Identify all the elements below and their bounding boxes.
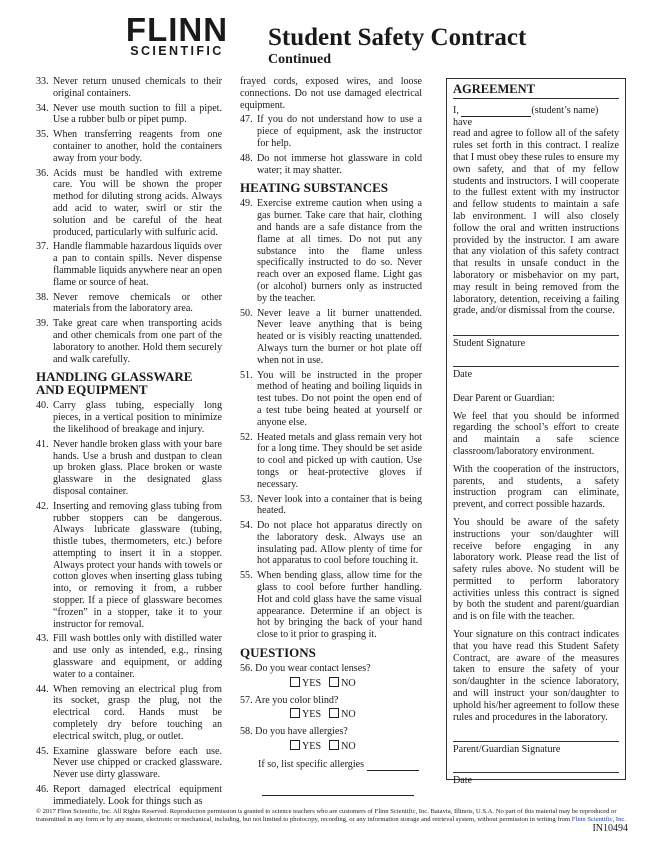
section-heading-glassware: HANDLING GLASSWARE AND EQUIPMENT [36,369,193,398]
date-label-1: Date [453,368,473,380]
allergies-input-line-2[interactable] [262,795,414,796]
parent-paragraph-3: You should be aware of the safety instructions your son/daughter will receive before engaging in any laboratory work. Please read the list of safety rules above. No student will be permitted to perform laboratory activities unless this contract is signed by both the student and parent/guardian and is on file with the teacher. [453,516,619,623]
question-text: Are you color blind? [254,694,339,706]
rule-number: 47. [240,114,253,126]
rule-item [240,494,422,518]
allergies-label: If so, list specific allergies [258,758,365,770]
answer-options [240,740,422,753]
rule-text: Never return unused chemicals to their original containers. [53,76,222,99]
yes-option[interactable] [290,741,321,752]
date-label-2: Date [453,775,473,787]
rule-number: 38. [36,291,49,303]
rule-text: Examine glassware before each use. Never use chipped or cracked glassware. Never use dirty glassware. [53,745,222,781]
parent-paragraph-2: With the cooperation of the instructors, parents, and students, a safety instruction program can eliminate, prevent, and correct possible hazards. [453,463,619,511]
rule-number: 40. [36,400,49,412]
rule-item [36,129,222,164]
rule-item [240,370,422,429]
copyright-text: © 2017 Flinn Scientific, Inc. All Rights Reserved. Reproduction permission is granted to science teachers who are customers of Flinn Scientific, Inc. Batavia, Illinois, U.S.A. No part of this material may be reproduced or transmitted in any form or by any means, electronic or mechanical, including, but not limited to photocopy, recording, or any information storage and retrieval system, without permission in writing from [36,808,617,823]
agreement-body: read and agree to follow all of the safety rules set forth in this contract. I realize that I must obey these rules to ensure my own safety, and that of my fellow students and instructors. I will cooperate to the fullest extent with my instructor and fellow students to maintain a safe lab environment. I will also closely follow the oral and written instructions provided by the instructor. I am aware that any violation of this safety contract that results in unsafe conduct in the laboratory or misbehavior on my part, may result in being removed from the laboratory, detention, receiving a failing grade, and/or dismissal from the course. [453,128,619,317]
no-checkbox[interactable] [329,677,339,687]
rule-46-continuation: frayed cords, exposed wires, and loose connections. Do not use damaged electrical equipment. [240,76,422,111]
middle-column [240,76,422,796]
rule-text: You will be instructed in the proper method of heating and boiling liquids in test tubes. Do not point the open end of a test tube being heated at yourself or anyone else. [257,369,422,428]
flinn-logo [112,11,242,58]
rule-number: 55. [240,570,253,582]
left-column [36,76,222,811]
rule-text: If you do not understand how to use a piece of equipment, ask the instructor for help. [257,114,422,149]
rule-item [240,114,422,149]
no-option[interactable] [329,741,356,752]
question-number: 56. [240,663,253,675]
rule-number: 52. [240,431,253,443]
question [240,695,422,707]
rule-number: 42. [36,500,49,512]
rule-item [240,198,422,304]
rule-item [36,633,222,680]
date-line-2[interactable] [453,772,619,787]
yes-checkbox[interactable] [290,740,300,750]
rule-text: Never handle broken glass with your bare hands. Use a brush and dustpan to clean up broken glass. Place broken or waste glassware in the designated glass disposal container. [53,438,222,497]
rule-item [240,308,422,367]
rule-number: 53. [240,493,253,505]
rule-text: Acids must be handled with extreme care. You will be shown the proper method for diluting strong acids. Always add acid to water, swirl or stir the solution and be careful of the heat produced, particularly with sulfuric acid. [53,167,222,238]
dear-parent: Dear Parent or Guardian: [453,392,555,404]
no-option[interactable] [329,709,356,720]
student-signature-line[interactable] [453,335,619,350]
copyright-footer [36,808,628,824]
document-code: IN10494 [592,823,628,834]
no-option[interactable] [329,678,356,689]
rules-list-2 [240,114,422,176]
section-heading-heating: HEATING SUBSTANCES [240,180,388,196]
rules-list-1 [36,76,222,365]
rules-list-heating [240,198,422,641]
yes-option[interactable] [290,709,321,720]
section-heading-questions: QUESTIONS [240,645,316,661]
rule-number: 41. [36,438,49,450]
page-subtitle: Continued [268,52,332,67]
rule-item [240,432,422,491]
yes-checkbox[interactable] [290,677,300,687]
rule-text: When bending glass, allow time for the glass to cool before further handling. Hot and cold glass have the same visual appearance. Determine if an object is hot by bringing the back of your hand close to it prior to grasping it. [257,570,422,641]
rule-text: Heated metals and glass remain very hot for a long time. They should be set aside to cool and picked up with caution. Use tongs or heat-protective gloves if necessary. [257,431,422,490]
yes-label: YES [302,741,322,753]
rule-number: 43. [36,633,49,645]
rule-text: Never remove chemicals or other materials from the laboratory area. [53,291,222,315]
agreement-heading: AGREEMENT [453,84,619,99]
rule-text: Carry glass tubing, especially long pieces, in a vertical position to minimize the likelihood of breakage and injury. [53,400,222,435]
date-line-1[interactable] [453,366,619,381]
allergies-input-line[interactable] [367,770,419,771]
rule-text: Never look into a container that is being heated. [257,493,422,517]
rule-text: Report damaged electrical equipment immediately. Look for things such as [53,784,222,807]
answer-options [240,677,422,690]
rule-number: 33. [36,76,49,87]
no-checkbox[interactable] [329,708,339,718]
rule-number: 50. [240,307,253,319]
rule-text: When transferring reagents from one container to another, hold the containers away from your body. [53,129,222,164]
rule-number: 39. [36,318,49,330]
rules-list-glassware [36,400,222,807]
page-title: Student Safety Contract [268,24,527,51]
yes-checkbox[interactable] [290,708,300,718]
rule-number: 34. [36,102,49,114]
question-text: Do you have allergies? [255,726,348,738]
rule-item [36,168,222,239]
rule-text: Handle flammable hazardous liquids over a pan to contain spills. Never dispense flammable liquids anywhere near an open flame or source of heat. [53,241,223,288]
parent-signature-line[interactable] [453,741,619,756]
student-signature-label: Student Signature [453,338,526,350]
rule-text: Exercise extreme caution when using a gas burner. Take care that hair, clothing and hands are a safe distance from the flame at all times. Do not put any substance into the flame unless specifically instructed to do so. Never reach over an exposed flame. Light gas (or alcohol) burners only as instructed by the teacher. [257,198,422,304]
rule-text: Take great care when transporting acids and other chemicals from one part of the laboratory to another. Hold them securely and walk carefully. [53,318,222,365]
rule-text: Never leave a lit burner unattended. Never leave anything that is being heated or is visibly reacting unattended. Always turn the burner or hot plate off when not in use. [257,307,422,366]
rule-item [36,241,222,288]
question-number: 57. [240,694,253,706]
parent-paragraph-1: We feel that you should be informed regarding the school’s effort to create and maintain a safe science classroom/laboratory environment. [453,410,619,457]
rule-item [36,784,222,808]
rule-item [36,400,222,435]
rule-number: 37. [36,241,49,253]
no-label: NO [341,677,356,689]
rule-item [240,570,422,641]
rule-text: Never use mouth suction to fill a pipet. Use a rubber bulb or pipet pump. [53,102,222,126]
student-name-hint: (student’s name) have [453,104,599,128]
question-number: 58. [240,726,253,738]
parent-paragraph-4: Your signature on this contract indicates that you have read this Student Safety Contract, are aware of the measures taken to ensure the safety of your son/daughter in the science laboratory, and will instruct your son/daughter to uphold his/her agreement to follow these rules and procedures in the laboratory. [453,629,619,723]
allergies-line-2 [240,785,422,797]
rule-number: 54. [240,520,253,532]
rule-item [240,153,422,177]
questions-list [240,663,422,753]
rule-text: Inserting and removing glass tubing from rubber stoppers can be dangerous. Always lubricate glassware (tubing, thistle tubes, thermometers, etc.) before attempting to insert it in a stopper. Always protect your hands with towels or cotton gloves when inserting glass tubing into, or removing it from, a rubber stopper. If a piece of glassware becomes “frozen” in a stopper, take it to your instructor for removal. [53,500,222,630]
question [240,726,422,738]
logo-flinn: FLINN [125,11,229,48]
rule-number: 44. [36,683,49,695]
question-text: Do you wear contact lenses? [255,663,371,675]
rule-item [36,501,222,631]
yes-label: YES [302,709,322,721]
question [240,663,422,675]
yes-label: YES [302,677,322,689]
agreement-box [446,78,626,787]
rule-number: 51. [240,369,253,381]
rule-item [36,318,222,365]
rule-text: Do not place hot apparatus directly on the laboratory desk. Always use an insulating pad. Allow plenty of time for hot apparatus to cool before touching it. [257,520,422,567]
rule-item [36,746,222,781]
rule-number: 46. [36,784,49,796]
rule-item [36,292,222,316]
no-checkbox[interactable] [329,740,339,750]
logo-scientific: SCIENTIFIC [130,44,224,58]
rule-number: 45. [36,745,49,757]
rule-item [36,684,222,743]
student-name-row [453,105,619,129]
rule-text: When removing an electrical plug from its socket, grasp the plug, not the electrical cord. Hands must be completely dry before touching an electrical switch, plug, or outlet. [53,683,222,742]
rule-item [240,520,422,567]
allergies-row [240,759,422,771]
flinn-link[interactable]: Flinn Scientific, Inc. [571,816,626,823]
rule-number: 36. [36,167,49,179]
answer-options [240,708,422,721]
rule-item [36,76,222,100]
no-label: NO [341,709,356,721]
rule-number: 35. [36,129,49,141]
rule-text: Fill wash bottles only with distilled water and use only as intended, e.g., rinsing glassware and equipment, or adding water to a container. [53,633,222,680]
no-label: NO [341,741,356,753]
rule-number: 48. [240,152,253,164]
rule-number: 49. [240,198,253,210]
i-label: I, [453,104,459,116]
rule-text: Do not immerse hot glassware in cold water; it may shatter. [257,152,422,176]
yes-option[interactable] [290,678,321,689]
rule-item [36,439,222,498]
rule-item [36,103,222,127]
parent-signature-label: Parent/Guardian Signature [453,744,561,756]
